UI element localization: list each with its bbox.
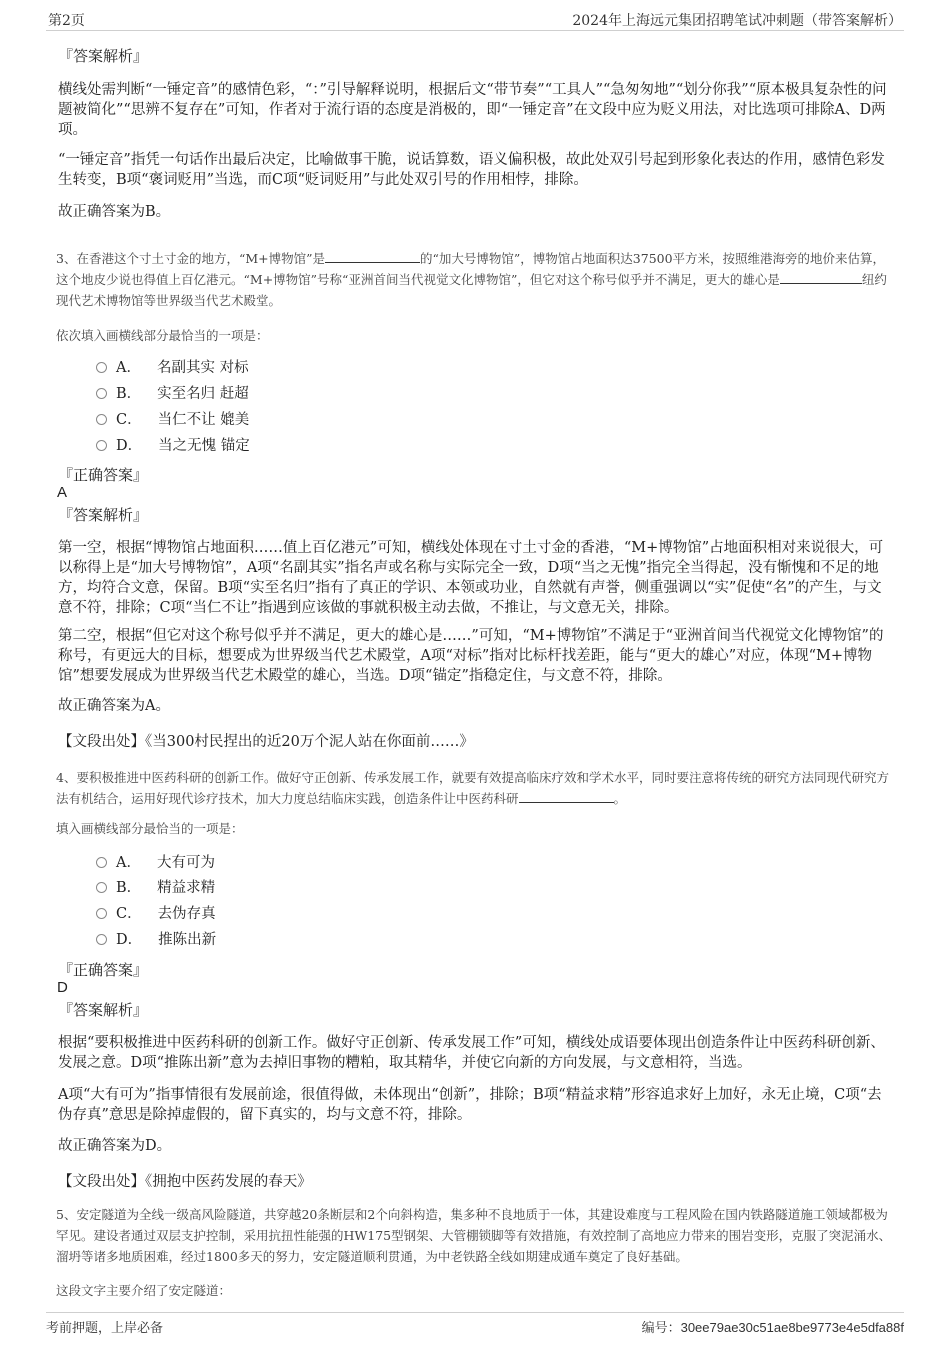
- page-header: [46, 8, 904, 31]
- radio-icon[interactable]: [96, 934, 107, 945]
- q3-final-answer: 故正确答案为A。: [58, 698, 170, 714]
- q3-option-c[interactable]: C． 当仁不让 媲美: [96, 409, 249, 431]
- page-number: 第2页: [48, 13, 85, 29]
- q3-analysis-para2: 第二空，根据“但它对这个称号似乎并不满足，更大的雄心是……”可知，“M+博物馆”不满足于“亚洲首间当代视觉文化博物馆”的称号，有更远大的目标，想要成为世界级当代艺术殿堂，A项“对标”指对比标杆找差距，能与“更大的雄心”对应，体现“M+博物馆”想要发展成为世界级当代艺术殿堂的雄心，当选。D项“锚定”指稳定住，与文意不符，排除。: [58, 628, 884, 684]
- q3-prompt: 依次填入画横线部分最恰当的一项是：: [56, 328, 269, 343]
- q5-stem: 5、安定隧道为全线一级高风险隧道，共穿越20条断层和2个向斜构造，集多种不良地质于一体，其建设难度与工程风险在国内铁路隧道施工领域都极为罕见。建设者通过双层支护控制，采用抗扭性能强的HW175型钢架、大管棚锁脚等有效措施，有效控制了高地应力带来的围岩变形，克服了突泥涌水、溜坍等诸多地质困难，经过1800多天的努力，安定隧道顺利贯通，为中老铁路全线如期建成通车奠定了良好基础。: [56, 1207, 892, 1264]
- q3-option-a[interactable]: A． 名副其实 对标: [96, 357, 249, 379]
- q4-blank: [519, 788, 614, 803]
- q3-stem: 3、在香港这个寸土寸金的地方，“M+博物馆”是 的“加大号博物馆”，博物馆占地面积达37500平方米，按照维港海旁的地价来估算，这个地皮少说也得值上百亿港元。“M+博物馆”号称“亚洲首间当代视觉文化博物馆”，但它对这个称号似乎并不满足，更大的雄心是 纽约现代艺术博物馆等世界级当代艺术殿堂。: [56, 248, 894, 311]
- analysis-label: 『答案解析』: [58, 47, 149, 65]
- analysis-label: 『答案解析』: [58, 1001, 149, 1019]
- footer-slogan: 考前押题，上岸必备: [46, 1321, 164, 1336]
- radio-icon[interactable]: [96, 362, 107, 373]
- q4-analysis-para2: A项“大有可为”指事情很有发展前途，很值得做，未体现出“创新”，排除；B项“精益求精”形容追求好上加好，永无止境，C项“去伪存真”意思是除掉虚假的，留下真实的，均与文意不符，排除。: [58, 1087, 882, 1123]
- q4-stem: 4、要积极推进中医药科研的创新工作。做好守正创新、传承发展工作，就要有效提高临床疗效和学术水平，同时要注意将传统的研究方法同现代研究方法有机结合，运用好现代诊疗技术，加大力度总结临床实践，创造条件让中医药科研 。: [56, 770, 889, 806]
- q3-option-b[interactable]: B． 实至名归 赶超: [96, 383, 249, 405]
- q3-correct-answer: A: [57, 484, 68, 501]
- q4-source: 【文段出处】《拥抱中医药发展的春天》: [58, 1174, 312, 1190]
- q3-option-d[interactable]: D． 当之无愧 锚定: [96, 435, 250, 457]
- q3-analysis-para1: 第一空，根据“博物馆占地面积……值上百亿港元”可知，横线处体现在寸土寸金的香港，“M+博物馆”占地面积相对来说很大，可以称得上是“加大号博物馆”，A项“名副其实”指名声或名称与实际完全一致，D项“当之无愧”指完全当得起，没有惭愧和不足的地方，均符合文意，保留。B项“实至名归”指有了真正的学识、本领或功业，自然就有声誉，侧重强调以“实”促使“名”的产生，与文意不符，排除；C项“当仁不让”指遇到应该做的事就积极主动去做，不推让，与文意无关，排除。: [58, 540, 884, 616]
- radio-icon[interactable]: [96, 882, 107, 893]
- q4-final-answer: 故正确答案为D。: [58, 1138, 172, 1154]
- radio-icon[interactable]: [96, 440, 107, 451]
- radio-icon[interactable]: [96, 414, 107, 425]
- q4-correct-answer: D: [57, 979, 68, 996]
- radio-icon[interactable]: [96, 857, 107, 868]
- document-code: 编号：30ee79ae30c51ae8be9773e4e5dfa88f: [641, 1320, 904, 1335]
- q2-analysis-para1: 横线处需判断“一锤定音”的感情色彩，“：”引导解释说明，根据后文“带节奏”“工具人”“急匆匆地”“划分你我”“原本极具复杂性的问题被简化”“思辨不复存在”可知，作者对于流行语的态度是消极的，即“一锤定音”在文段中应为贬义用法，对比选项可排除A、D两项。: [58, 82, 887, 138]
- q5-prompt: 这段文字主要介绍了安定隧道：: [56, 1283, 232, 1298]
- q3-blank-1: [325, 248, 420, 263]
- q4-option-c[interactable]: C． 去伪存真: [96, 903, 216, 925]
- q4-option-b[interactable]: B． 精益求精: [96, 877, 215, 899]
- correct-answer-label: 『正确答案』: [58, 961, 149, 979]
- page-footer: [46, 1312, 904, 1337]
- radio-icon[interactable]: [96, 388, 107, 399]
- radio-icon[interactable]: [96, 908, 107, 919]
- analysis-label: 『答案解析』: [58, 506, 149, 524]
- q4-option-a[interactable]: A． 大有可为: [96, 852, 215, 874]
- q3-source: 【文段出处】《当300村民捏出的近20万个泥人站在你面前……》: [58, 734, 474, 750]
- document-title: 2024年上海远元集团招聘笔试冲刺题（带答案解析）: [572, 13, 902, 29]
- q3-blank-2: [780, 269, 862, 284]
- q4-analysis-para1: 根据“要积极推进中医药科研的创新工作。做好守正创新、传承发展工作”可知，横线处成语要体现出创造条件让中医药科研创新、发展之意。D项“推陈出新”意为去掉旧事物的糟粕，取其精华，并使它向新的方向发展，与文意相符，当选。: [58, 1035, 885, 1071]
- correct-answer-label: 『正确答案』: [58, 466, 149, 484]
- q4-prompt: 填入画横线部分最恰当的一项是：: [56, 821, 244, 836]
- q2-analysis-para2: “一锤定音”指凭一句话作出最后决定，比喻做事干脆，说话算数，语义偏积极，故此处双引号起到形象化表达的作用，感情色彩发生转变，B项“褒词贬用”当选，而C项“贬词贬用”与此处双引号的作用相悖，排除。: [58, 152, 885, 188]
- q4-option-d[interactable]: D． 推陈出新: [96, 929, 216, 951]
- q2-final-answer: 故正确答案为B。: [58, 204, 171, 220]
